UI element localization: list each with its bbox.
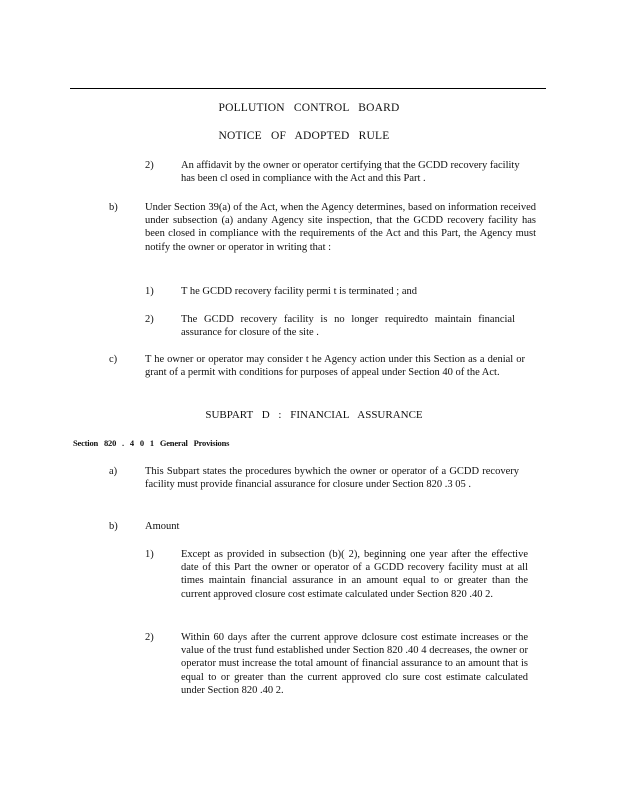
item-2-label: 2): [145, 160, 154, 171]
item-b2-label: 2): [145, 314, 154, 325]
section-item-b2-text: Within 60 days after the current approve dclosure cost estimate increases or the value of the trust fund established under Section 820 .40 4 decreases, the owner or operator must increase the total amount of financial assurance to an amount that is equal to or greater than the current approved clo sure cost estimate calculated under Section 820 .40 2.: [181, 632, 528, 696]
item-b1-label: 1): [145, 286, 154, 297]
section-item-a-label: a): [109, 466, 118, 477]
section-item-b2-label: 2): [145, 632, 154, 643]
item-b-label: b): [109, 202, 118, 213]
item-b-text: Under Section 39(a) of the Act, when the Agency determines, based on information received under subsection (a) andany Agency site inspection, that the GCDD recovery facility has been closed in compliance with the requirements of the Act and this Part, the Agency must notify the owner or operator in writing that :: [145, 202, 536, 253]
notice-title: NOTICE OF ADOPTED RULE: [218, 130, 390, 142]
item-c-text: T he owner or operator may consider t he Agency action under this Section as a denial or grant of a permit with conditions for purposes of appeal under Section 40 of the Act.: [145, 354, 525, 379]
section-item-b-text: Amount: [145, 521, 180, 532]
section-heading: Section 820 . 4 0 1 General Provisions: [73, 438, 230, 448]
section-item-a-text: This Subpart states the procedures bywhich the owner or operator of a GCDD recovery facility must provide financial assurance for closure under Section 820 .3 05 .: [145, 466, 519, 491]
section-item-b1-label: 1): [145, 549, 154, 560]
section-item-b-label: b): [109, 521, 118, 532]
item-b1-text: T he GCDD recovery facility permi t is terminated ; and: [181, 286, 417, 297]
item-2-text: An affidavit by the owner or operator certifying that the GCDD recovery facility has been cl osed in compliance with the Act and this Part .: [181, 160, 520, 185]
section-item-b1-text: Except as provided in subsection (b)( 2), beginning one year after the effective date of this Part the owner or operator of a GCDD recovery facility must at all times maintain financial assurance in an amount equal to or greater than the current approved closure cost estimate calculated under Section 820 .40 2.: [181, 549, 528, 600]
subpart-heading: SUBPART D : FINANCIAL ASSURANCE: [205, 409, 423, 421]
item-c-label: c): [109, 354, 118, 365]
item-b2-text: The GCDD recovery facility is no longer requiredto maintain financial assurance for closure of the site .: [181, 314, 515, 339]
top-rule-divider: [70, 88, 546, 89]
board-title: POLLUTION CONTROL BOARD: [218, 102, 400, 114]
